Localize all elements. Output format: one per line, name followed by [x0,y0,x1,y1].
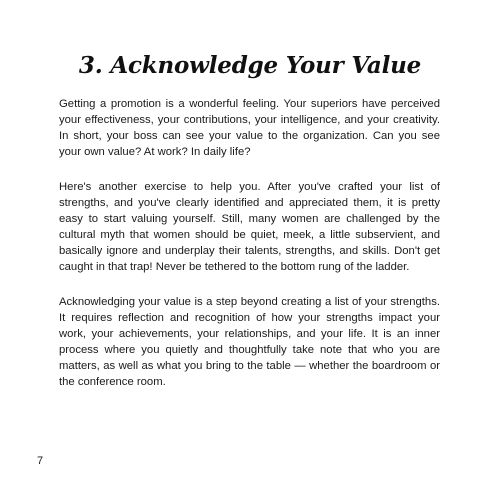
paragraph-promotion: Getting a promotion is a wonderful feeling. Your superiors have perceived your effectiveness, your contributions, your intelligence, and your creativity. In short, your boss can see your value to the organization. Can you see your own value? At work? In daily life? [59,98,440,158]
paragraph-exercise: Here's another exercise to help you. After you've crafted your list of strengths, and you've clearly identified and appreciated them, it is pretty easy to start valuing yourself. Still, many women are challenged by the cultural myth that women should be quiet, meek, a little subservient, and basically ignore and underplay their talents, strengths, and skills. Don't get caught in that trap! Never be tethered to the bottom rung of the ladder. [59,181,440,273]
body-text [59,96,440,409]
paragraph-acknowledging: Acknowledging your value is a step beyond creating a list of your strengths. It requires reflection and recognition of how your strengths impact your work, your achievements, your relationships, and your life. It is an inner process where you quietly and thoughtfully take note that who you are matters, as well as what you bring to the table — whether the boardroom or the conference room. [59,296,440,388]
page-number: 7 [37,455,44,467]
section-title: 3. Acknowledge Your Value [78,52,422,79]
